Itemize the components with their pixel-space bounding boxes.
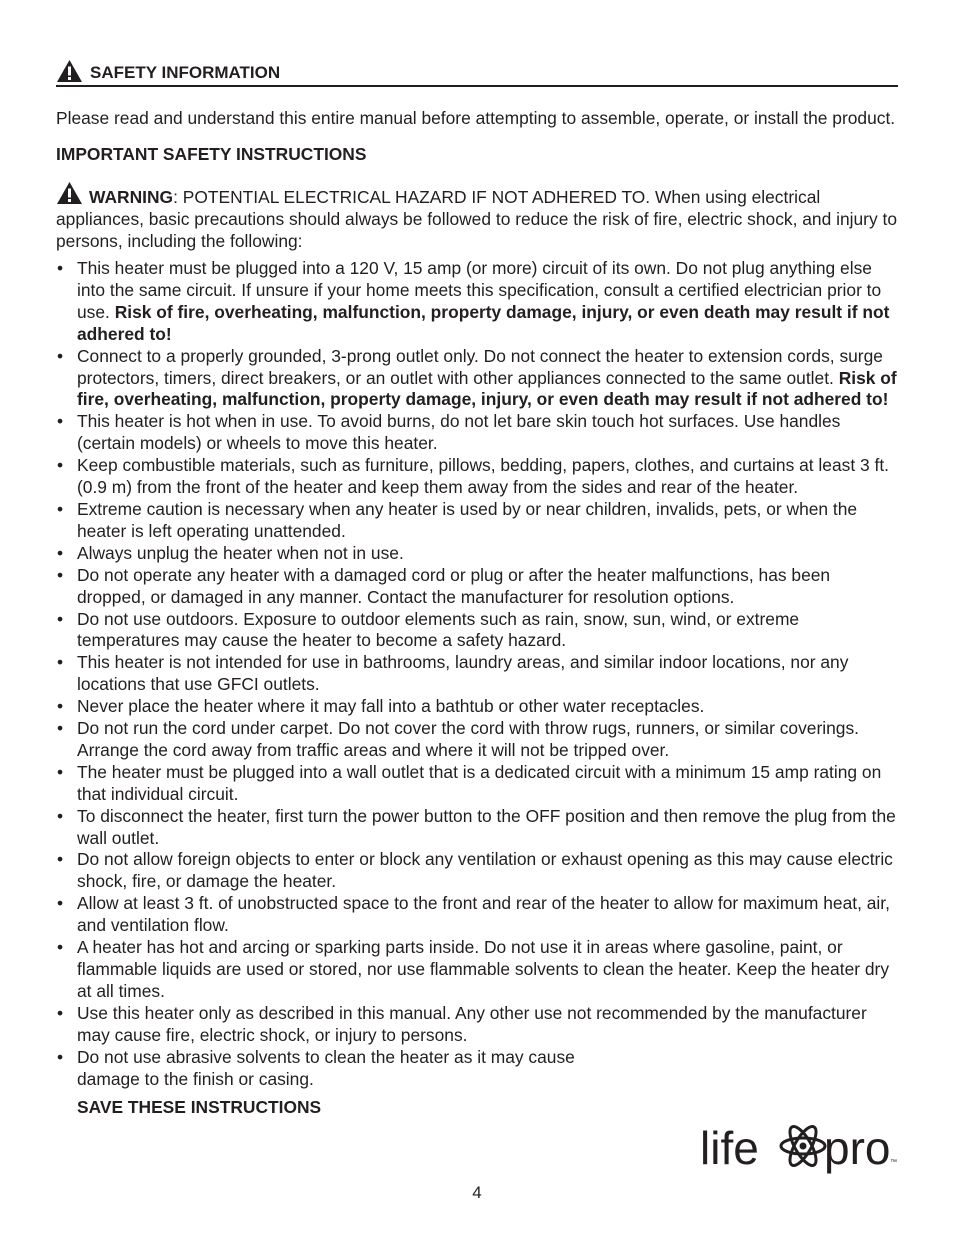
- page-number: 4: [472, 1183, 482, 1202]
- list-item: • Do not use outdoors. Exposure to outdoor elements such as rain, snow, sun, wind, or extreme temperatures may cause the heater to become a safety hazard.: [56, 609, 898, 653]
- warning-paragraph: [56, 181, 898, 252]
- list-item: • This heater is not intended for use in bathrooms, laundry areas, and similar indoor locations, nor any locations that use GFCI outlets.: [56, 652, 898, 696]
- list-item: • Do not run the cord under carpet. Do not cover the cord with throw rugs, runners, or similar coverings. Arrange the cord away from traffic areas and where it will not be tripped over.: [56, 718, 898, 762]
- logo-left-text: life: [700, 1122, 759, 1174]
- list-item: • Use this heater only as described in this manual. Any other use not recommended by the manufacturer may cause fire, electric shock, or injury to persons.: [56, 1003, 898, 1047]
- save-instructions: SAVE THESE INSTRUCTIONS: [77, 1097, 322, 1118]
- logo-trademark: ™: [890, 1159, 897, 1166]
- list-item: • This heater is hot when in use. To avoid burns, do not let bare skin touch hot surfaces. Use handles (certain models) or wheels to move this heater.: [56, 411, 898, 455]
- list-item: • Do not operate any heater with a damaged cord or plug or after the heater malfunctions, has been dropped, or damaged in any manner. Contact the manufacturer for resolution options.: [56, 565, 898, 609]
- list-item: • Do not allow foreign objects to enter or block any ventilation or exhaust opening as this may cause electric shock, fire, or damage the heater.: [56, 849, 898, 893]
- list-item: • Connect to a properly grounded, 3-prong outlet only. Do not connect the heater to extension cords, surge protectors, timers, direct breakers, or an outlet with other appliances connected to the same outlet. Risk of fire, overheating, malfunction, property damage, injury, or even death may result if not adhered to!: [56, 346, 898, 412]
- list-item: • The heater must be plugged into a wall outlet that is a dedicated circuit with a minimum 15 amp rating on that individual circuit.: [56, 762, 898, 806]
- warning-triangle-icon: [56, 181, 83, 205]
- manual-page: [56, 55, 898, 1118]
- list-item: • Keep combustible materials, such as furniture, pillows, bedding, papers, clothes, and curtains at least 3 ft. (0.9 m) from the front of the heater and keep them away from the sides and rear of the heater.: [56, 455, 898, 499]
- list-item: • Never place the heater where it may fall into a bathtub or other water receptacles.: [56, 696, 898, 718]
- list-item: • Do not use abrasive solvents to clean the heater as it may cause damage to the finish or casing.: [56, 1047, 637, 1091]
- safety-instructions-heading: IMPORTANT SAFETY INSTRUCTIONS: [56, 144, 367, 164]
- safety-bullet-list: [56, 258, 898, 1090]
- lifepro-logo: [700, 1114, 900, 1178]
- warning-text: : POTENTIAL ELECTRICAL HAZARD IF NOT ADHERED TO. When using electrical appliances, basic precautions should always be followed to reduce the risk of fire, electric shock, and injury to persons, including the following:: [56, 187, 897, 251]
- list-item: • This heater must be plugged into a 120 V, 15 amp (or more) circuit of its own. Do not plug anything else into the same circuit. If unsure if your home meets this specification, consult a certified electrician prior to use. Risk of fire, overheating, malfunction, property damage, injury, or even death may result if not adhered to!: [56, 258, 898, 346]
- warning-label: WARNING: [89, 187, 174, 207]
- section-header: [56, 55, 898, 87]
- logo-right-text: pro: [824, 1122, 891, 1174]
- atom-icon: [781, 1123, 825, 1169]
- list-item: • Extreme caution is necessary when any heater is used by or near children, invalids, pets, or when the heater is left operating unattended.: [56, 499, 898, 543]
- section-title: SAFETY INFORMATION: [90, 63, 281, 82]
- list-item: • Allow at least 3 ft. of unobstructed space to the front and rear of the heater to allow for maximum heat, air, and ventilation flow.: [56, 893, 898, 937]
- intro-paragraph: Please read and understand this entire manual before attempting to assemble, operate, or install the product.: [56, 108, 896, 128]
- list-item: • Always unplug the heater when not in use.: [56, 543, 898, 565]
- list-item: • To disconnect the heater, first turn the power button to the OFF position and then remove the plug from the wall outlet.: [56, 806, 898, 850]
- warning-triangle-icon: [56, 59, 83, 83]
- list-item: • A heater has hot and arcing or sparking parts inside. Do not use it in areas where gasoline, paint, or flammable liquids are used or stored, nor use flammable solvents to clean the heater. Keep the heater dry at all times.: [56, 937, 898, 1003]
